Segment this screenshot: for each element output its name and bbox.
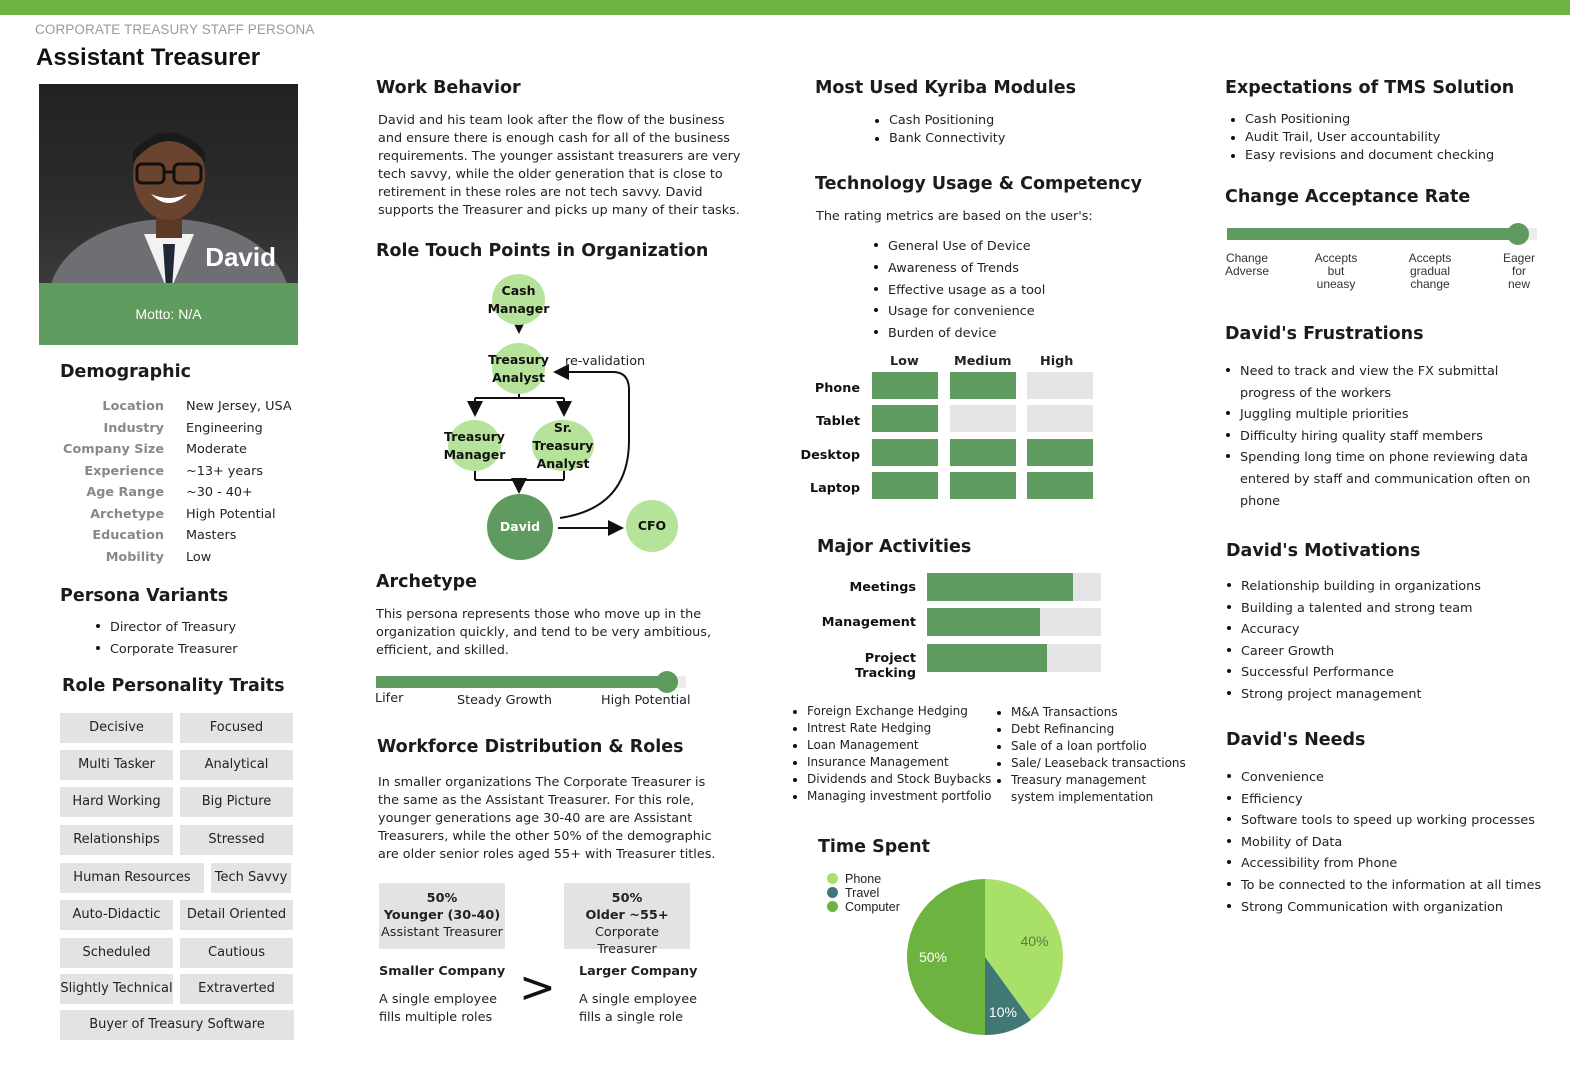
list-item: Burden of device	[873, 323, 1045, 345]
level-header-medium: Medium	[954, 354, 1012, 369]
list-item: Building a talented and strong team	[1226, 598, 1481, 620]
activities-bar-chart	[800, 570, 1110, 681]
time-spent-heading: Time Spent	[818, 837, 930, 857]
node-treasury-analyst	[488, 343, 549, 394]
traits-heading: Role Personality Traits	[62, 676, 285, 696]
rating-cell	[950, 405, 1016, 432]
tech-metrics-list	[873, 236, 1045, 345]
trait-tag: Stressed	[180, 825, 293, 855]
legend-swatch	[827, 873, 838, 884]
persona-photo	[39, 84, 298, 284]
top-accent-bar	[0, 0, 1570, 15]
list-item: Cash Positioning	[874, 112, 1005, 130]
node-treasury-manager	[443, 420, 506, 471]
label-line: Eager	[1502, 251, 1536, 265]
change-slider-knob	[1507, 223, 1529, 245]
demographic-value: Moderate	[186, 442, 247, 457]
list-item: Successful Performance	[1226, 662, 1481, 684]
pie-label: 40%	[1020, 932, 1049, 949]
expectations-heading: Expectations of TMS Solution	[1225, 78, 1515, 98]
older-group-box	[564, 883, 690, 957]
text-line: fills multiple roles	[379, 1010, 493, 1025]
photo-name: David	[205, 242, 276, 272]
rating-cell	[950, 439, 1016, 466]
list-item: Treasury management	[996, 772, 1186, 789]
workforce-heading: Workforce Distribution & Roles	[377, 737, 684, 757]
archetype-label-high: High Potential	[601, 693, 691, 708]
demographic-value: Low	[186, 549, 212, 565]
level-header-low: Low	[890, 354, 919, 369]
list-item: Easy revisions and document checking	[1230, 147, 1494, 165]
node-label: Cash Manager	[487, 282, 550, 316]
trait-tag: Hard Working	[60, 787, 173, 817]
legend-swatch	[827, 901, 838, 912]
demographic-key: Industry	[103, 420, 164, 436]
text-line: A single employee	[379, 992, 497, 1007]
motto-banner: Motto: N/A	[39, 283, 298, 345]
label-line: for	[1511, 264, 1526, 278]
demographic-key: Archetype	[90, 506, 164, 522]
text-line: and ensure there is enough cash for all of the business	[378, 131, 730, 146]
archetype-label-mid: Steady Growth	[457, 693, 552, 708]
demographic-value: Masters	[186, 528, 237, 543]
device-label: Desktop	[800, 447, 860, 463]
list-item: Difficulty hiring quality staff members	[1225, 426, 1530, 448]
trait-tag: Auto-Didactic	[60, 900, 173, 930]
archetype-text	[376, 606, 711, 660]
rating-cell	[872, 372, 938, 399]
list-item: Software tools to speed up working processes	[1226, 810, 1541, 832]
list-item: Corporate Treasurer	[95, 639, 238, 661]
trait-tag: Slightly Technical	[60, 974, 173, 1004]
list-item: Director of Treasury	[95, 617, 238, 639]
change-label-adverse	[1222, 252, 1272, 278]
item-line: Spending long time on phone reviewing data	[1240, 450, 1528, 466]
device-label: Laptop	[809, 480, 860, 496]
rating-cell	[1027, 472, 1093, 499]
list-item: Awareness of Trends	[873, 258, 1045, 280]
node-cash-manager	[487, 274, 550, 325]
list-item: Audit Trail, User accountability	[1230, 129, 1494, 147]
text-line: Treasurers, while the other 50% of the demographic	[378, 829, 712, 844]
legend-label: Computer	[845, 900, 900, 914]
item-line: Need to track and view the FX submittal	[1240, 364, 1499, 379]
demographic-key: Experience	[84, 463, 164, 479]
legend-item-phone	[827, 872, 900, 886]
larger-company-label: Larger Company	[579, 964, 698, 979]
list-item: Bank Connectivity	[874, 130, 1005, 148]
list-item: Relationship building in organizations	[1226, 576, 1481, 598]
label-line: new	[1507, 277, 1530, 291]
rating-cell	[950, 472, 1016, 499]
item-line: progress of the workers	[1240, 385, 1392, 401]
list-item: Mobility of Data	[1226, 832, 1541, 854]
rating-cell	[872, 472, 938, 499]
node-label: Sr. Treasury Analyst	[532, 419, 594, 471]
activity-label: Management	[821, 615, 916, 630]
box-pct: 50%	[426, 891, 458, 906]
rating-cell	[872, 439, 938, 466]
greater-than-symbol: >	[519, 962, 556, 1013]
text-line: organization quickly, and tend to be very ambitious,	[376, 625, 712, 640]
pie-label: 10%	[988, 1004, 1017, 1021]
label-line: Change	[1225, 251, 1269, 265]
frustrations-list	[1225, 361, 1530, 512]
list-item: Convenience	[1226, 767, 1541, 789]
node-cfo: CFO	[626, 500, 678, 552]
activities-list-right	[996, 704, 1186, 806]
list-item: Intrest Rate Hedging	[792, 720, 991, 737]
trait-tag: Human Resources	[60, 863, 204, 893]
text-line: fills a single role	[579, 1010, 684, 1025]
list-item: Strong project management	[1226, 684, 1481, 706]
trait-tag: Relationships	[60, 825, 173, 855]
trait-tag: Decisive	[60, 713, 173, 743]
demographic-key: Mobility	[105, 549, 164, 565]
frustrations-heading: David's Frustrations	[1225, 324, 1424, 344]
list-item: Managing investment portfolio	[792, 788, 991, 805]
motivations-list	[1226, 576, 1481, 706]
list-item	[1225, 447, 1530, 512]
item-line: phone	[1240, 493, 1281, 509]
node-sr-treasury-analyst	[532, 420, 594, 471]
demographic-key: Company Size	[63, 442, 164, 457]
item-line: entered by staff and communication often on	[1240, 471, 1531, 487]
touch-points-heading: Role Touch Points in Organization	[376, 241, 709, 261]
younger-group-box	[379, 883, 505, 949]
list-item: M&A Transactions	[996, 704, 1186, 721]
change-acceptance-heading: Change Acceptance Rate	[1225, 187, 1471, 207]
text-line: tech savvy, while the older generation that is close to	[378, 167, 723, 182]
pie-label: 50%	[918, 949, 948, 965]
trait-tag: Extraverted	[180, 974, 293, 1004]
label-line: Accepts	[1408, 251, 1452, 265]
time-legend	[827, 872, 900, 914]
activity-label: Project Tracking	[854, 651, 916, 681]
motivations-heading: David's Motivations	[1226, 541, 1421, 561]
trait-tag: Cautious	[180, 938, 293, 968]
list-item: system implementation	[1011, 790, 1154, 804]
tech-competency-grid	[790, 372, 1110, 502]
text-line: A single employee	[579, 992, 697, 1007]
text-line: supports the Treasurer and picks up many of their tasks.	[378, 203, 740, 218]
change-label-gradual	[1402, 252, 1458, 291]
smaller-company-desc	[379, 991, 497, 1027]
revalidation-label: re-validation	[565, 354, 646, 369]
legend-swatch	[827, 887, 838, 898]
level-header-high: High	[1040, 354, 1074, 369]
expectations-list	[1230, 111, 1494, 165]
persona-variants-heading: Persona Variants	[60, 586, 229, 606]
trait-tag: Analytical	[180, 750, 293, 780]
demographic-heading: Demographic	[60, 362, 191, 382]
device-label: Tablet	[815, 414, 860, 430]
demographic-value: High Potential	[186, 506, 276, 522]
node-label: Treasury Analyst	[488, 351, 549, 385]
trait-tag: Focused	[180, 713, 293, 743]
trait-tag: Multi Tasker	[60, 750, 173, 780]
larger-company-desc	[579, 991, 697, 1027]
page-title: Assistant Treasurer	[36, 44, 261, 71]
tech-intro: The rating metrics are based on the user's:	[816, 209, 1093, 224]
list-item: Usage for convenience	[873, 301, 1045, 323]
legend-item-travel	[827, 886, 900, 900]
list-item: Accuracy	[1226, 619, 1481, 641]
list-item: Efficiency	[1226, 789, 1541, 811]
modules-list	[874, 112, 1005, 148]
label-line: Accepts	[1314, 251, 1358, 265]
change-label-eager	[1497, 252, 1541, 291]
needs-heading: David's Needs	[1226, 730, 1366, 750]
list-item: Cash Positioning	[1230, 111, 1494, 129]
list-item: Insurance Management	[792, 754, 991, 771]
demographic-value: Engineering	[186, 420, 263, 436]
list-item: Juggling multiple priorities	[1225, 404, 1530, 426]
box-group: Younger (30-40)	[383, 908, 501, 923]
node-david: David	[487, 494, 553, 560]
list-item: Strong Communication with organization	[1226, 897, 1541, 919]
persona-variants-list	[95, 617, 238, 661]
demographic-key: Location	[102, 399, 164, 414]
list-item: Effective usage as a tool	[873, 280, 1045, 302]
change-slider-fill	[1227, 228, 1518, 240]
trait-tag: Buyer of Treasury Software	[60, 1010, 294, 1040]
needs-list	[1226, 767, 1541, 918]
box-role: Corporate Treasurer	[595, 925, 659, 957]
label-line: but	[1327, 264, 1345, 278]
legend-label: Phone	[845, 872, 882, 886]
list-item: Sale of a loan portfolio	[996, 738, 1186, 755]
archetype-slider-fill	[376, 676, 667, 688]
smaller-company-label: Smaller Company	[379, 964, 506, 979]
label-line: gradual	[1409, 264, 1451, 278]
label-line: Adverse	[1224, 264, 1270, 278]
tech-heading: Technology Usage & Competency	[815, 174, 1143, 194]
activities-list-left	[792, 703, 991, 805]
work-behavior-heading: Work Behavior	[376, 78, 521, 98]
list-item: Foreign Exchange Hedging	[792, 703, 991, 720]
rating-cell	[1027, 372, 1093, 399]
list-item: General Use of Device	[873, 236, 1045, 258]
archetype-heading: Archetype	[376, 572, 478, 592]
demographic-value: New Jersey, USA	[186, 399, 292, 414]
box-role: Assistant Treasurer	[381, 925, 503, 940]
text-line: requirements. The younger assistant treasurers are very	[378, 149, 741, 164]
legend-label: Travel	[845, 886, 880, 900]
text-line: David and his team look after the flow of the business	[378, 113, 725, 128]
workforce-text	[378, 774, 715, 864]
activity-bar-fill	[927, 644, 1047, 672]
text-line: the same as the Assistant Treasurer. For this role,	[378, 793, 695, 808]
list-item: Dividends and Stock Buybacks	[792, 771, 991, 788]
rating-cell	[1027, 405, 1093, 432]
text-line: This persona represents those who move up in the	[376, 607, 702, 622]
work-behavior-text	[378, 112, 740, 220]
node-label: Treasury Manager	[443, 428, 506, 462]
device-label: Phone	[814, 381, 860, 396]
box-pct: 50%	[611, 891, 643, 906]
list-item	[1225, 361, 1530, 404]
text-line: are older senior roles aged 55+ with Treasurer titles.	[378, 847, 716, 862]
box-group: Older ~55+	[585, 908, 669, 923]
archetype-label-low: Lifer	[375, 691, 404, 706]
trait-tag: Detail Oriented	[180, 900, 293, 930]
label-line: change	[1410, 277, 1450, 291]
text-line: efficient, and skilled.	[376, 643, 509, 658]
text-line: retirement in these roles are not tech savvy. David	[378, 185, 703, 200]
rating-cell	[872, 405, 938, 432]
activity-bar-fill	[927, 573, 1073, 601]
list-item: To be connected to the information at all times	[1226, 875, 1541, 897]
demographic-value: ~13+ years	[186, 463, 264, 479]
activity-label: Meetings	[849, 580, 916, 595]
trait-tag: Scheduled	[60, 938, 173, 968]
demographic-table	[38, 399, 318, 571]
demographic-value: ~30 - 40+	[186, 485, 253, 500]
activities-heading: Major Activities	[817, 537, 972, 557]
demographic-key: Age Range	[86, 485, 164, 500]
list-item: Sale/ Leaseback transactions	[996, 755, 1186, 772]
text-line: younger generations age 30-40 are are Assistant	[378, 811, 693, 826]
rating-cell	[950, 372, 1016, 399]
trait-tag: Tech Savvy	[211, 863, 291, 893]
modules-heading: Most Used Kyriba Modules	[815, 78, 1077, 98]
page-kicker: CORPORATE TREASURY STAFF PERSONA	[35, 22, 315, 37]
list-item: Career Growth	[1226, 641, 1481, 663]
list-item: Loan Management	[792, 737, 991, 754]
list-item: Debt Refinancing	[996, 721, 1186, 738]
activity-bar-fill	[927, 608, 1040, 636]
legend-item-computer	[827, 900, 900, 914]
list-item: Accessibility from Phone	[1226, 853, 1541, 875]
rating-cell	[1027, 439, 1093, 466]
change-label-uneasy	[1309, 252, 1363, 291]
demographic-key: Education	[92, 528, 164, 543]
text-line: In smaller organizations The Corporate Treasurer is	[378, 775, 706, 790]
time-spent-pie-chart	[900, 872, 1070, 1042]
archetype-slider-knob	[656, 671, 678, 693]
trait-tag: Big Picture	[180, 787, 293, 817]
label-line: uneasy	[1316, 277, 1356, 291]
